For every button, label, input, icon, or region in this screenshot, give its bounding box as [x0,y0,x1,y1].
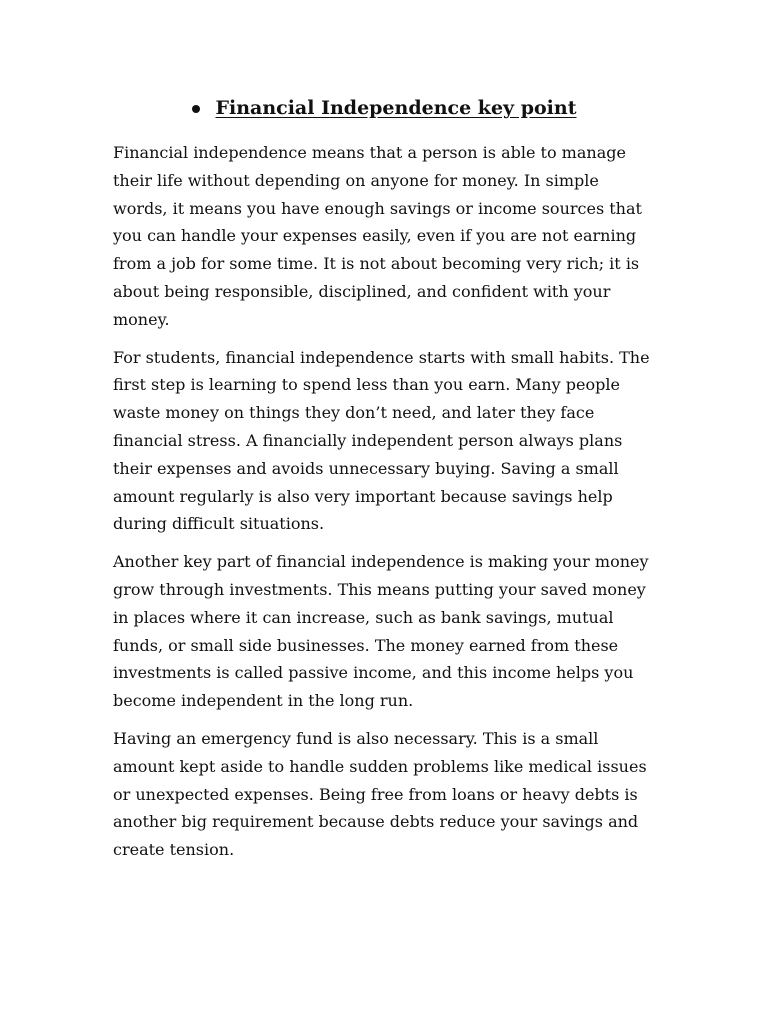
paragraph-1: Financial independence means that a person is able to manage their life without depending on anyone for money. In simple words, it means you have enough savings or income sources that you can handle your expenses easily, even if you are not earning from a job for some time. It is not about becoming very rich; it is about being responsible, disciplined, and confident with your money. [113,143,642,329]
paragraph-4: Having an emergency fund is also necessary. This is a small amount kept aside to handle sudden problems like medical issues or unexpected expenses. Being free from loans or heavy debts is another big requirement because debts reduce your savings and create tension. [113,728,647,860]
document-body [113,139,658,874]
heading-row [0,94,768,122]
paragraph-3: Another key part of financial independence is making your money grow through investments. This means putting your saved money in places where it can increase, such as bank savings, mutual funds, or small side businesses. The money earned from these investments is called passive income, and this income helps you become independent in the long run. [113,552,649,711]
bullet-icon [192,105,200,113]
paragraph-2: For students, financial independence starts with small habits. The first step is learning to spend less than you earn. Many people waste money on things they don’t need, and later they face financial stress. A financially independent person always plans their expenses and avoids unnecessary buying. Saving a small amount regularly is also very important because savings help during difficult situations. [113,347,650,534]
document-heading: Financial Independence key point [215,97,577,119]
